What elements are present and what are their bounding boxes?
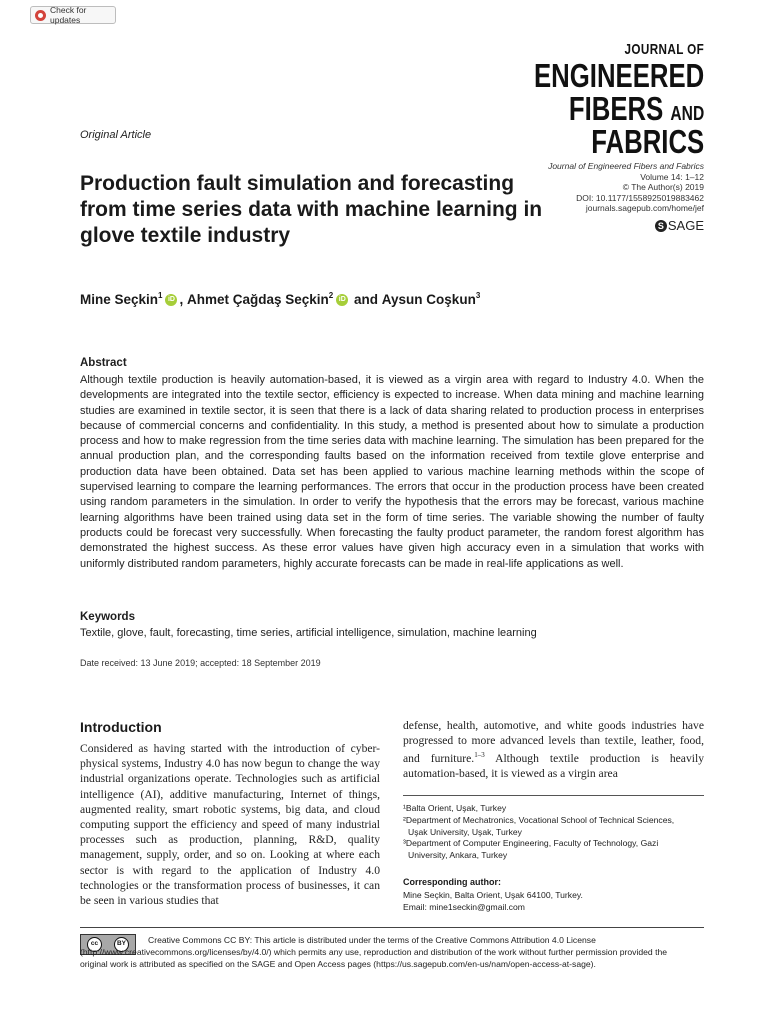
article-title: Production fault simulation and forecasting from time series data with machine learning in glove textile industry xyxy=(80,172,543,247)
affiliation-2: ²Department of Mechatronics, Vocational School of Technical Sciences, xyxy=(403,814,675,825)
journal-copyright: © The Author(s) 2019 xyxy=(622,182,704,192)
journal-url[interactable]: journals.sagepub.com/home/jef xyxy=(585,203,704,213)
author-and: and xyxy=(354,292,379,307)
affiliation-2-cont: Uşak University, Uşak, Turkey xyxy=(408,826,522,837)
journal-logo xyxy=(534,42,704,158)
abstract-text: Although textile production is heavily automation-based, it is viewed as a virgin area with regard to Industry 4.0. When the developments are integrated into the textile sector, efficiency is expected to increase. When data mining and machine learning studies are examined in textile sector, it is seen that there is a lack of data sharing related to production process in enterprises because of commercial concerns and confidentiality. In this study, a method is presented about how to simulate a production process and how to make regression from the time series data with machine learning. The simulation has been prepared for the annual production plan, and the corresponding faults based on the information received from textile glove enterprise and production data have been obtained. Data set has been applied to various machine learning methods within the scope of supervised learning to compare the learning performances. The errors that occur in the production process have been created using random parameters in the simulation. In order to verify the hypothesis that the errors may be forecast, various machine learning algorithms have been trained using data set in the form of time series. The variable showing the number of faulty products could be forecast very successfully. When forecasting the faulty product parameter, the random forest algorithm has demonstrated the highest success. As these error values have given high accuracy even in a simulation that works with uniformly distributed random parameters, highly accurate forecasts can be made in real-life applications as well. xyxy=(80,374,704,570)
citation-reference[interactable]: 1–3 xyxy=(474,751,485,760)
affiliation-3-cont: University, Ankara, Turkey xyxy=(408,850,508,861)
affiliation-1: ¹Balta Orient, Uşak, Turkey xyxy=(403,803,507,813)
affiliation-3: ³Department of Computer Engineering, Faculty of Technology, Gazi xyxy=(403,838,659,849)
check-for-updates-button[interactable] xyxy=(30,6,116,24)
author-name: Aysun Coşkun xyxy=(381,292,476,307)
footer-divider xyxy=(80,927,704,928)
journal-logo-line2: ENGINEERED xyxy=(533,57,704,94)
affiliation-divider xyxy=(403,795,704,796)
introduction-heading: Introduction xyxy=(80,719,162,735)
date-received: Date received: 13 June 2019; accepted: 18 September 2019 xyxy=(80,658,321,668)
journal-logo-and: AND xyxy=(670,103,704,125)
keywords-text: Textile, glove, fault, forecasting, time series, artificial intelligence, simulation, machine learning xyxy=(80,627,537,639)
check-updates-icon xyxy=(35,10,46,21)
introduction-left-column: Considered as having started with the introduction of cyber-physical systems, Industry 4.0 has now begun to change the way industrial organizations operate. Technologies such as artificial intelligence (AI), additive manufacturing, Internet of things, augmented reality, smart robotic systems, big data, and cloud computing support the efficiency and speed of many industrial processes such as production, planning, R&D, quality management, supply, order, and so on. Looking at where each sector is with regard to the application of Industry 4.0 technologies or the transformation process of businesses, it can be seen in various studies that xyxy=(80,742,380,908)
article-doi[interactable]: DOI: 10.1177/1558925019883462 xyxy=(576,192,704,203)
abstract-heading: Abstract xyxy=(80,357,127,369)
introduction-right-column xyxy=(403,718,704,782)
journal-logo-fibers: FIBERS xyxy=(568,90,664,127)
intro-right-text-cont: Although textile production is heavily automation-based, it is viewed as a virgin area xyxy=(403,752,704,781)
author-name: Mine Seçkin xyxy=(80,292,159,307)
author-list xyxy=(80,292,481,307)
cc-icon: cc xyxy=(87,937,102,952)
article-type: Original Article xyxy=(80,129,152,141)
corresponding-author-email[interactable]: Email: mine1seckin@gmail.com xyxy=(403,901,525,912)
author-separator: , xyxy=(179,292,187,307)
sage-logo xyxy=(655,218,704,233)
check-updates-label: Check for updates xyxy=(50,5,87,25)
author-name: Ahmet Çağdaş Seçkin xyxy=(187,292,329,307)
sage-logo-text: SAGE xyxy=(667,218,704,233)
author-affiliation-mark: 2 xyxy=(328,291,334,300)
journal-logo-line3 xyxy=(534,92,704,125)
journal-logo-line4: FABRICS xyxy=(591,123,704,160)
orcid-icon[interactable]: iD xyxy=(165,294,177,306)
corresponding-author-heading: Corresponding author: xyxy=(403,877,501,887)
journal-name: Journal of Engineered Fibers and Fabrics xyxy=(548,161,704,171)
corresponding-author-address: Mine Seçkin, Balta Orient, Uşak 64100, Turkey. xyxy=(403,890,583,900)
author-affiliation-mark: 3 xyxy=(475,291,481,300)
journal-volume: Volume 14: 1–12 xyxy=(640,171,704,182)
keywords-heading: Keywords xyxy=(80,611,135,623)
journal-logo-line1: JOURNAL OF xyxy=(624,41,704,58)
affiliations xyxy=(403,803,708,862)
author-affiliation-mark: 1 xyxy=(158,291,163,300)
orcid-icon[interactable]: iD xyxy=(336,294,348,306)
corresponding-author-details xyxy=(403,890,583,914)
license-text: Creative Commons CC BY: This article is distributed under the terms of the Creative Commons Attribution 4.0 License (http://www.creativecommons.org/licenses/by/4.0/) which permits any use, reproduction and distribution of the work without further permission provided the original work is attributed as specified on the SAGE and Open Access pages (https://us.sagepub.com/en-us/nam/open-access-at-sage). xyxy=(80,935,668,970)
sage-s-icon: S xyxy=(655,220,667,232)
intro-right-text: defense, health, automotive, and white goods industries have progressed to more advanced levels than textile, leather, food, and furniture. xyxy=(403,719,704,766)
by-icon: BY xyxy=(114,937,129,952)
